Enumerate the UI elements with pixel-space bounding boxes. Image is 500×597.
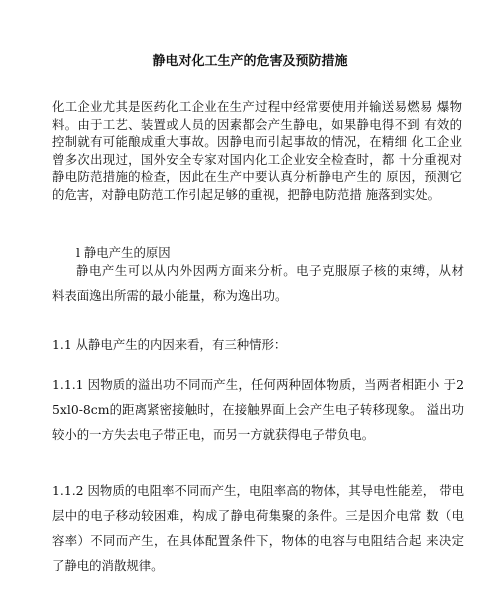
section-1-1-2-paragraph: 1.1.2 因物质的电阻率不同而产生，电阻率高的物体，其导电性能差， 带电层中的电子移动较困难，构成了静电荷集聚的条件。三是因介电常 数（电容率）不同而产生，在具体配置条件下，物体的电容与电阻结合起 来决定了静电的消散规律。 <box>52 483 464 573</box>
section-1-1-1-paragraph: 1.1.1 因物质的溢出功不同而产生，任何两种固体物质，当两者相距小 于25xl0-8cm的距离紧密接触时，在接触界面上会产生电子转移现象。 溢出功较小的一方失去电子带正电，而另一方就获得电子带负电。 <box>52 377 464 442</box>
section-1-1-heading: 1.1 从静电产生的内因来看，有三种情形： <box>52 337 287 352</box>
intro-paragraph: 化工企业尤其是医药化工企业在生产过程中经常要使用并输送易燃易 爆物料。由于工艺、装置或人员的因素都会产生静电，如果静电得不到 有效的控制就有可能酿成重大事故。因静电而引起事故的情况，在精细 化工企业曾多次出现过，国外安全专家对国内化工企业安全检查时，都 十分重视对静电防范措施的检查，因此在生产中要认真分析静电产生的 原因，预测它的危害，对静电防范工作引起足够的重视，把静电防范措 施落到实处。 <box>52 99 462 202</box>
section-1-paragraph: 静电产生可以从内外因两方面来分析。电子克服原子核的束缚，从材 料表面逸出所需的最小能量，称为逸出功。 <box>52 263 464 303</box>
section-1-heading: l 静电产生的原因 <box>76 245 171 260</box>
document-title: 静电对化工生产的危害及预防措施 <box>152 54 348 69</box>
